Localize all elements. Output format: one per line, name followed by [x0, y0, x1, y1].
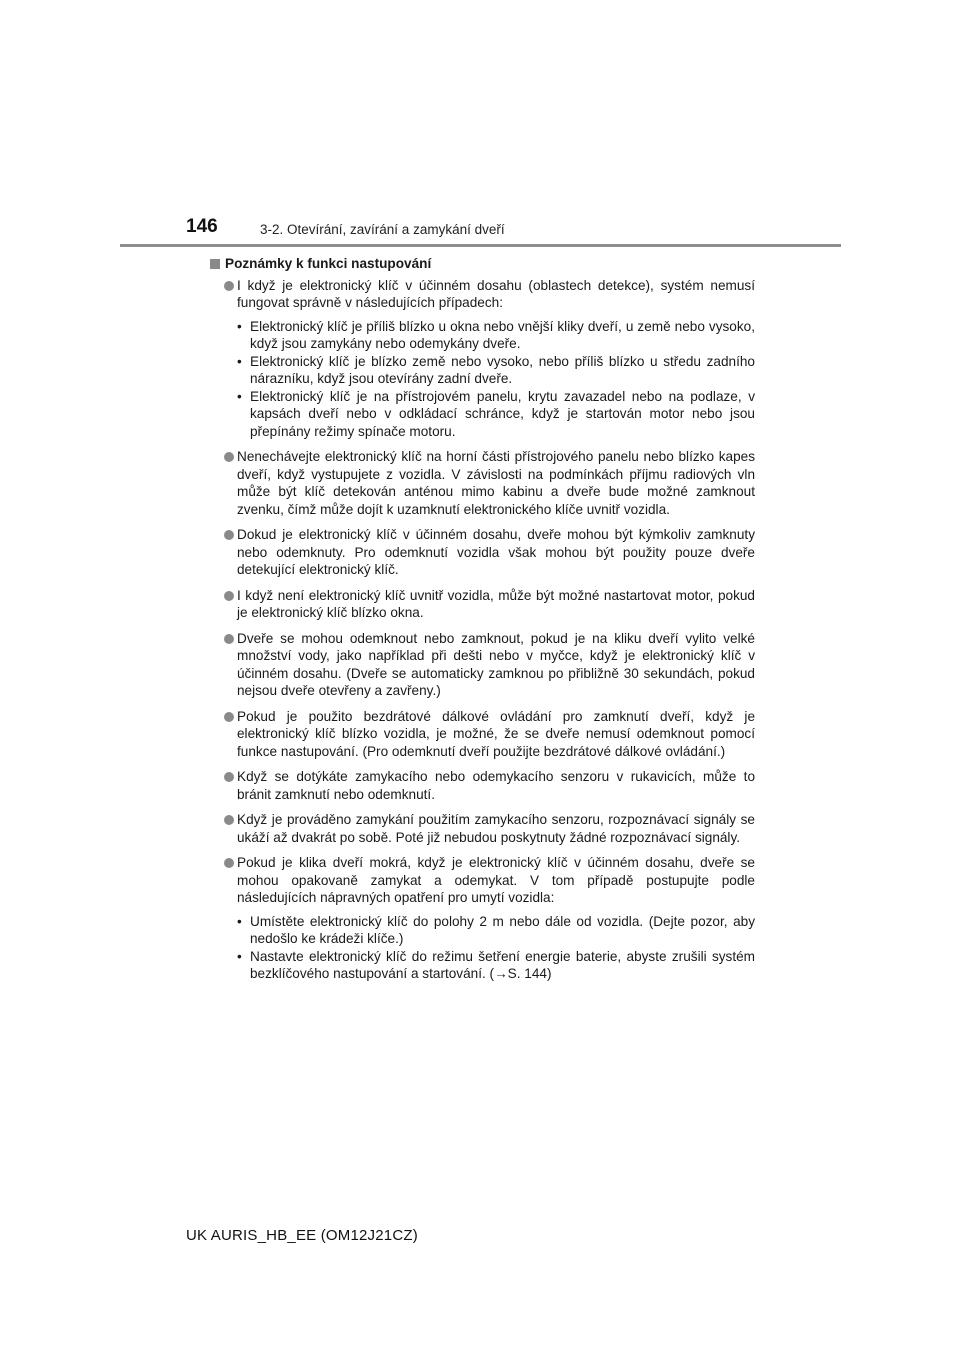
list-item — [210, 708, 755, 761]
item-text: Pokud je klika dveří mokrá, když je elektronický klíč v účinném dosahu, dveře se mohou opakovaně zamykat a odemykat. V tom případě postupujte podle následujících nápravných opatření pro umytí vozidla: — [237, 855, 755, 905]
item-text: Když se dotýkáte zamykacího nebo odemykacího senzoru v rukavicích, může to bránit zamknutí nebo odemknutí. — [237, 769, 755, 802]
sub-list-item: • Elektronický klíč je blízko země nebo vysoko, nebo příliš blízko u středu zadního nárazníku, když jsou otevírány zadní dveře. — [237, 353, 755, 388]
list-item — [210, 448, 755, 518]
list-item — [210, 277, 755, 441]
note-heading — [210, 255, 755, 273]
item-text: I když není elektronický klíč uvnitř vozidla, může být možné nastartovat motor, pokud je elektronický klíč blízko okna. — [237, 587, 755, 620]
item-text: Když je prováděno zamykání použitím zamykacího senzoru, rozpoznávací signály se ukáží až dvakrát po sobě. Poté již nebudou poskytnuty žádné rozpoznávací signály. — [237, 812, 755, 845]
circle-bullet-icon — [224, 634, 234, 644]
sub-list-item: • Elektronický klíč je příliš blízko u okna nebo vnější kliky dveří, u země nebo vysoko, když jsou zamykány nebo odemykány dveře. — [237, 318, 755, 353]
square-bullet-icon — [210, 259, 220, 269]
circle-bullet-icon — [224, 530, 234, 540]
list-item — [210, 811, 755, 846]
page-number: 146 — [186, 216, 218, 237]
list-item — [210, 630, 755, 700]
circle-bullet-icon — [224, 772, 234, 782]
circle-bullet-icon — [224, 712, 234, 722]
circle-bullet-icon — [224, 591, 234, 601]
list-item — [210, 768, 755, 803]
circle-bullet-icon — [224, 858, 234, 868]
list-item — [210, 854, 755, 983]
item-text: Pokud je použito bezdrátové dálkové ovládání pro zamknutí dveří, když je elektronický klíč blízko vozidla, je možné, že se dveře nemusí odemknout pomocí funkce nastupování. (Pro odemknutí dveří použijte bezdrátové dálkové ovládání.) — [237, 708, 755, 759]
item-text: Nenechávejte elektronický klíč na horní části přístrojového panelu nebo blízko kapes dveří, když vystupujete z vozidla. V závislosti na podmínkách příjmu radiových vln může být klíč detekován anténou mimo kabinu a dveře bude možné zamknout zvenku, čímž může dojít k uzamknutí elektronického klíče uvnitř vozidla. — [237, 449, 755, 517]
circle-bullet-icon — [224, 452, 234, 462]
sub-list-item: • Elektronický klíč je na přístrojovém panelu, krytu zavazadel nebo na podlaze, v kapsách dveří nebo v odkládací schránce, když je startován motor nebo jsou přepínány režimy spínače motoru. — [237, 388, 755, 441]
sub-list-item: • Umístěte elektronický klíč do polohy 2 m nebo dále od vozidla. (Dejte pozor, aby nedošlo ke krádeži klíče.) — [237, 913, 755, 948]
item-text: Dveře se mohou odemknout nebo zamknout, pokud je na kliku dveří vylito velké množství vody, jako například při dešti nebo v myčce, když je elektronický klíč v účinném dosahu. (Dveře se automaticky zamknou po přibližně 30 sekundách, pokud nejsou dveře otevřeny a zavřeny.) — [237, 630, 755, 698]
footer-model-code: UK AURIS_HB_EE (OM12J21CZ) — [186, 1227, 418, 1244]
item-text: I když je elektronický klíč v účinném dosahu (oblastech detekce), systém nemusí fungovat správně v následujících případech: — [237, 277, 755, 310]
note-title-text: Poznámky k funkci nastupování — [225, 256, 432, 271]
header-rule — [120, 244, 841, 247]
notes-section — [210, 255, 755, 991]
circle-bullet-icon — [224, 815, 234, 825]
sub-list — [237, 318, 755, 441]
sub-list — [237, 913, 755, 983]
section-title: 3-2. Otevírání, zavírání a zamykání dveří — [260, 222, 505, 237]
circle-bullet-icon — [224, 281, 234, 291]
sub-list-item: • Nastavte elektronický klíč do režimu šetření energie baterie, abyste zrušili systém bezklíčového nastupování a startování. (→S. 144) — [237, 948, 755, 983]
item-text: Dokud je elektronický klíč v účinném dosahu, dveře mohou být kýmkoliv zamknuty nebo odemknuty. Pro odemknutí vozidla však mohou být použity pouze dveře detekující elektronický klíč. — [237, 527, 755, 577]
list-item — [210, 587, 755, 622]
list-item — [210, 526, 755, 579]
